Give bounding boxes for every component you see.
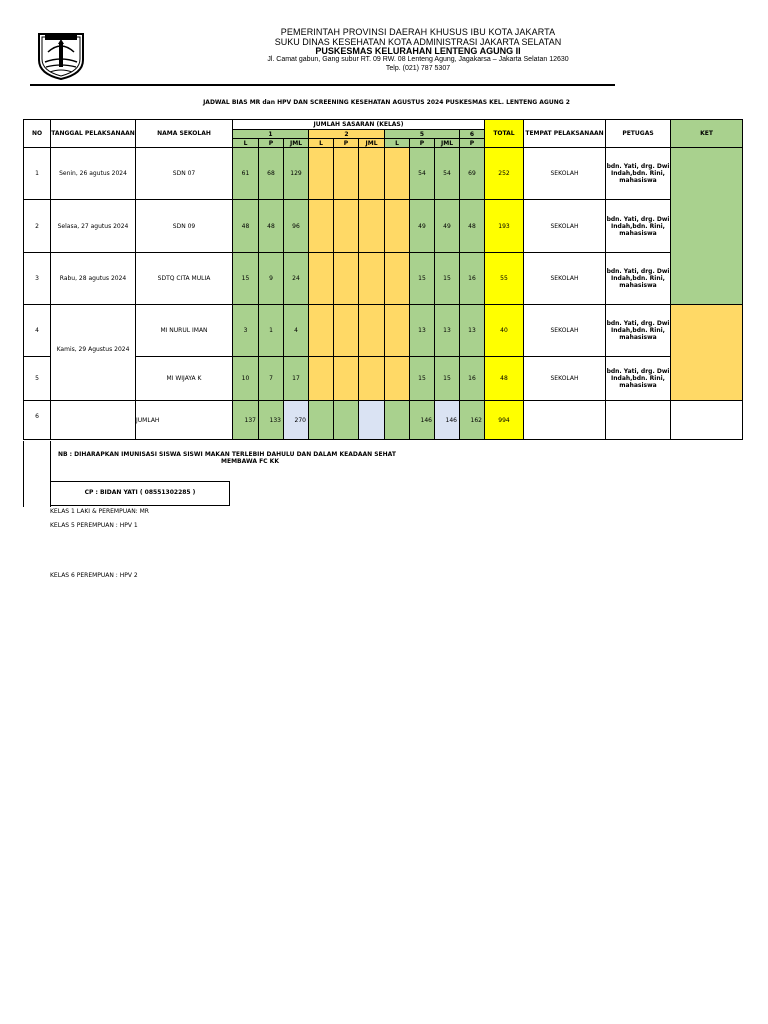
row-sekolah: SDN 09 — [136, 200, 233, 253]
row-k5-l — [385, 148, 410, 200]
row-k2-jml — [359, 305, 385, 357]
row-total: 48 — [485, 357, 524, 401]
header-petugas: PETUGAS — [606, 120, 671, 148]
row-no: 2 — [24, 200, 51, 253]
row-tempat: SEKOLAH — [524, 200, 606, 253]
row-k5-jml: 54 — [435, 148, 460, 200]
note-kelas-6: KELAS 6 PEREMPUAN : HPV 2 — [50, 572, 138, 579]
row-k1-l: 10 — [233, 357, 259, 401]
row-tanggal: Selasa, 27 agutus 2024 — [51, 200, 136, 253]
row-k5-p: 54 — [410, 148, 435, 200]
subheader-k2-l: L — [309, 139, 334, 148]
nb-note — [50, 451, 410, 465]
row-sekolah: MI WIJAYA K — [136, 357, 233, 401]
total-k5-l — [385, 401, 410, 440]
row-k5-l — [385, 253, 410, 305]
subheader-k1-l: L — [233, 139, 259, 148]
letterhead-divider — [30, 84, 615, 86]
total-k2-jml — [359, 401, 385, 440]
row-k1-jml: 4 — [284, 305, 309, 357]
row-petugas: bdn. Yati, drg. Dwi Indah,bdn. Rini, mahasiswa — [606, 305, 671, 357]
row-k1-p: 1 — [259, 305, 284, 357]
row-k2-l — [309, 253, 334, 305]
subheader-k5-l: L — [385, 139, 410, 148]
row-ket-green — [671, 148, 743, 305]
header-government: PEMERINTAH PROVINSI DAERAH KHUSUS IBU KOTA JAKARTA — [280, 27, 556, 37]
row-k2-l — [309, 200, 334, 253]
row-k5-jml: 15 — [435, 357, 460, 401]
total-k1-l: 137 — [233, 401, 259, 440]
row-k1-p: 7 — [259, 357, 284, 401]
row-k1-jml: 96 — [284, 200, 309, 253]
header-health-office: SUKU DINAS KESEHATAN KOTA ADMINISTRASI JAKARTA SELATAN — [274, 37, 562, 47]
row-tanggal: Rabu, 28 agutus 2024 — [51, 253, 136, 305]
row-tempat: SEKOLAH — [524, 148, 606, 200]
table-row — [24, 200, 743, 253]
nb-line-2: MEMBAWA FC KK — [221, 458, 279, 465]
total-k5-p: 146 — [410, 401, 435, 440]
row-k1-jml: 129 — [284, 148, 309, 200]
row-petugas: bdn. Yati, drg. Dwi Indah,bdn. Rini, mahasiswa — [606, 253, 671, 305]
row-k5-p: 15 — [410, 357, 435, 401]
row-k2-p — [334, 357, 359, 401]
total-k2-l — [309, 401, 334, 440]
row-k1-l: 61 — [233, 148, 259, 200]
subheader-k2-p: P — [334, 139, 359, 148]
row-no: 1 — [24, 148, 51, 200]
header-no: NO — [24, 120, 51, 148]
header-kelas-2: 2 — [309, 130, 385, 139]
subheader-k5-p: P — [410, 139, 435, 148]
header-kelas-6: 6 — [460, 130, 485, 139]
table-row — [24, 253, 743, 305]
row-total: 193 — [485, 200, 524, 253]
subheader-k1-jml: JML — [284, 139, 309, 148]
row-sekolah: SDTQ CITA MULIA — [136, 253, 233, 305]
header-address: Jl. Camat gabun, Gang subur RT. 09 RW. 08 Lenteng Agung, Jagakarsa – Jakarta Selatan 12630 — [267, 56, 569, 63]
row-k2-jml — [359, 148, 385, 200]
row-k1-l: 15 — [233, 253, 259, 305]
row-k2-p — [334, 148, 359, 200]
row-k6-p: 16 — [460, 357, 485, 401]
row-k5-jml: 13 — [435, 305, 460, 357]
row-k6-p: 13 — [460, 305, 485, 357]
total-grand: 994 — [485, 401, 524, 440]
header-kelas-1: 1 — [233, 130, 309, 139]
row-no: 5 — [24, 357, 51, 401]
total-k1-jml: 270 — [284, 401, 309, 440]
row-k2-p — [334, 305, 359, 357]
document-title: JADWAL BIAS MR dan HPV DAN SCREENING KESEHATAN AGUSTUS 2024 PUSKESMAS KEL. LENTENG AGUNG 2 — [203, 99, 570, 106]
row-no: 3 — [24, 253, 51, 305]
note-border-left — [23, 441, 24, 507]
subheader-k1-p: P — [259, 139, 284, 148]
row-k5-p: 15 — [410, 253, 435, 305]
total-k6-p: 162 — [460, 401, 485, 440]
total-row — [24, 401, 743, 440]
total-row-label: JUMLAH — [136, 401, 233, 440]
row-k5-l — [385, 200, 410, 253]
row-k2-jml — [359, 357, 385, 401]
total-k2-p — [334, 401, 359, 440]
row-k1-jml: 17 — [284, 357, 309, 401]
row-total: 40 — [485, 305, 524, 357]
header-sekolah: NAMA SEKOLAH — [136, 120, 233, 148]
row-k2-p — [334, 200, 359, 253]
row-k5-p: 13 — [410, 305, 435, 357]
row-k2-p — [334, 253, 359, 305]
subheader-k2-jml: JML — [359, 139, 385, 148]
row-k6-p: 16 — [460, 253, 485, 305]
row-k2-jml — [359, 253, 385, 305]
row-petugas: bdn. Yati, drg. Dwi Indah,bdn. Rini, mahasiswa — [606, 200, 671, 253]
row-tempat: SEKOLAH — [524, 357, 606, 401]
row-tempat: SEKOLAH — [524, 253, 606, 305]
row-k2-l — [309, 148, 334, 200]
header-kelas-5: 5 — [385, 130, 460, 139]
header-tempat: TEMPAT PELAKSANAAN — [524, 120, 606, 148]
total-k1-p: 133 — [259, 401, 284, 440]
row-k5-jml: 15 — [435, 253, 460, 305]
row-ket-orange — [671, 305, 743, 401]
header-jumlah-sasaran: JUMLAH SASARAN (KELAS) — [233, 120, 485, 130]
row-k6-p: 48 — [460, 200, 485, 253]
row-k2-l — [309, 357, 334, 401]
row-k5-jml: 49 — [435, 200, 460, 253]
total-k5-jml: 146 — [435, 401, 460, 440]
row-total: 252 — [485, 148, 524, 200]
table-row — [24, 305, 743, 357]
row-tempat: SEKOLAH — [524, 305, 606, 357]
row-total: 55 — [485, 253, 524, 305]
row-k1-l: 48 — [233, 200, 259, 253]
note-kelas-1: KELAS 1 LAKI & PEREMPUAN: MR — [50, 508, 149, 515]
row-k1-p: 68 — [259, 148, 284, 200]
row-tanggal: Senin, 26 agutus 2024 — [51, 148, 136, 200]
row-sekolah: SDN 07 — [136, 148, 233, 200]
row-k5-l — [385, 357, 410, 401]
header-tanggal: TANGGAL PELAKSANAAN — [51, 120, 136, 148]
row-no: 4 — [24, 305, 51, 357]
subheader-k6-p: P — [460, 139, 485, 148]
row-k5-l — [385, 305, 410, 357]
nb-line-1: NB : DIHARAPKAN IMUNISASI SISWA SISWI MAKAN TERLEBIH DAHULU DAN DALAM KEADAAN SEHAT — [58, 451, 396, 458]
row-petugas: bdn. Yati, drg. Dwi Indah,bdn. Rini, mahasiswa — [606, 357, 671, 401]
header-ket: KET — [671, 120, 743, 148]
total-row-tanggal — [51, 401, 136, 440]
row-petugas: bdn. Yati, drg. Dwi Indah,bdn. Rini, mahasiswa — [606, 148, 671, 200]
header-puskesmas-name: PUSKESMAS KELURAHAN LENTENG AGUNG II — [315, 46, 521, 56]
row-k1-jml: 24 — [284, 253, 309, 305]
table-row — [24, 148, 743, 200]
contact-person-box: CP : BIDAN YATI ( 08551302285 ) — [50, 481, 230, 506]
row-tanggal-merged: Kamis, 29 Agustus 2024 — [51, 305, 136, 401]
row-k6-p: 69 — [460, 148, 485, 200]
row-k1-p: 9 — [259, 253, 284, 305]
schedule-table — [23, 119, 743, 440]
row-sekolah: MI NURUL IMAN — [136, 305, 233, 357]
total-petugas — [606, 401, 671, 440]
row-k1-p: 48 — [259, 200, 284, 253]
note-kelas-5: KELAS 5 PEREMPUAN : HPV 1 — [50, 522, 138, 529]
row-k2-l — [309, 305, 334, 357]
total-ket — [671, 401, 743, 440]
header-total: TOTAL — [485, 120, 524, 148]
row-k2-jml — [359, 200, 385, 253]
subheader-k5-jml: JML — [435, 139, 460, 148]
header-phone: Telp. (021) 787 5307 — [385, 65, 451, 72]
total-row-no: 6 — [24, 401, 51, 440]
row-k1-l: 3 — [233, 305, 259, 357]
row-k5-p: 49 — [410, 200, 435, 253]
total-tempat — [524, 401, 606, 440]
